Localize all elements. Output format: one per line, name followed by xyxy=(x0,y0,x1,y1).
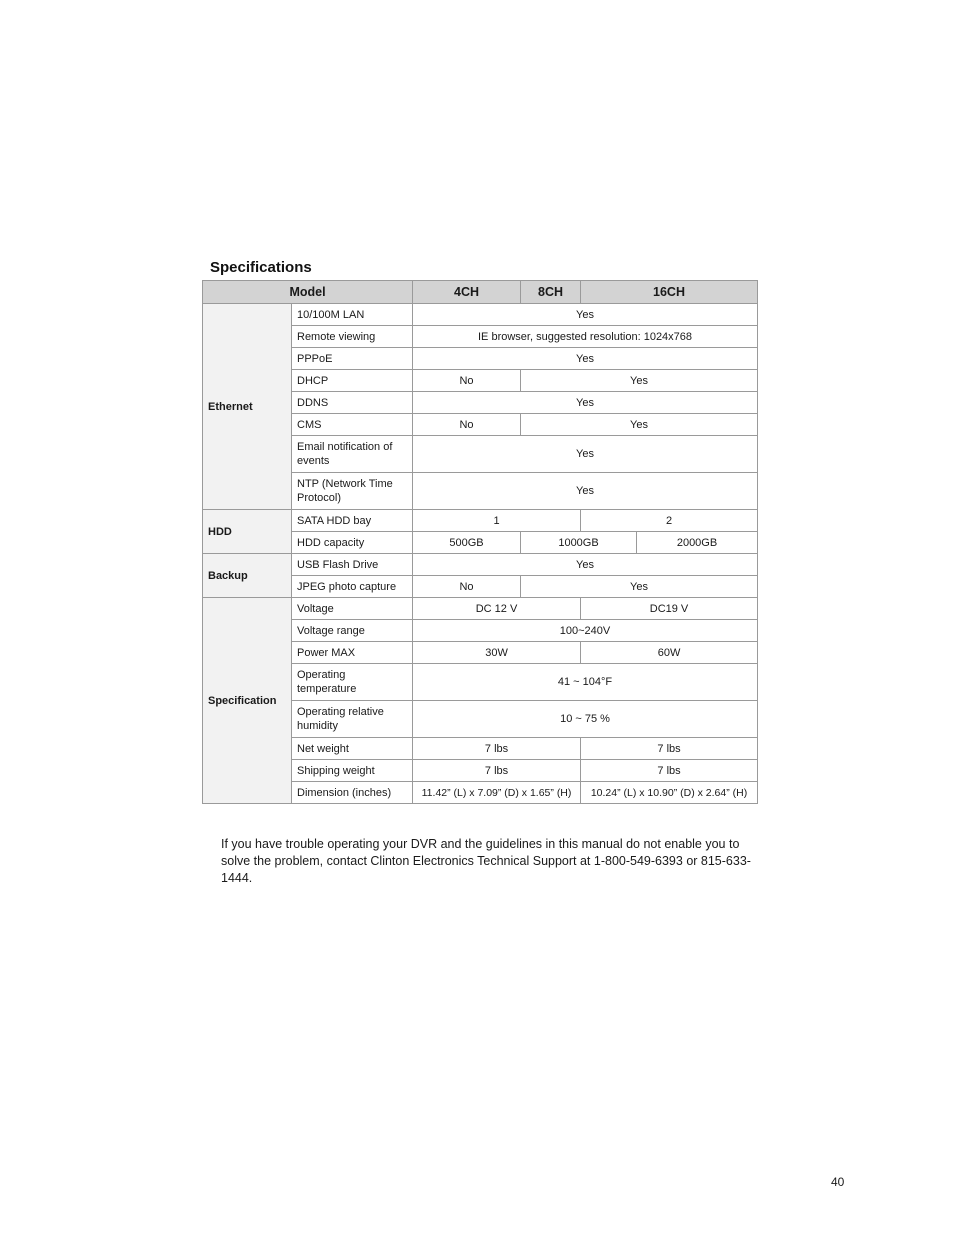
page-title: Specifications xyxy=(210,259,312,276)
value-cell: Yes xyxy=(413,473,758,510)
table-row xyxy=(203,510,758,532)
value-cell: 10.24” (L) x 10.90” (D) x 2.64” (H) xyxy=(581,782,758,804)
value-cell: 2000GB xyxy=(637,532,758,554)
page-number: 40 xyxy=(831,1175,845,1189)
specifications-table xyxy=(202,280,758,804)
feature-label: PPPoE xyxy=(292,348,413,370)
table-row xyxy=(203,304,758,326)
feature-label: USB Flash Drive xyxy=(292,554,413,576)
header-8ch: 8CH xyxy=(521,281,581,304)
value-cell: Yes xyxy=(413,436,758,473)
value-cell: Yes xyxy=(413,304,758,326)
value-cell: 1 xyxy=(413,510,581,532)
value-cell: Yes xyxy=(413,392,758,414)
group-backup: Backup xyxy=(203,554,292,598)
feature-label: DHCP xyxy=(292,370,413,392)
value-cell: 7 lbs xyxy=(413,760,581,782)
group-specification: Specification xyxy=(203,598,292,804)
support-paragraph: If you have trouble operating your DVR and the guidelines in this manual do not enable you to solve the problem, contact Clinton Electronics Technical Support at 1-800-549-6393 or 815-633-1444. xyxy=(221,837,751,885)
group-ethernet: Ethernet xyxy=(203,304,292,510)
header-model: Model xyxy=(203,281,413,304)
feature-label: Operating temperature xyxy=(292,664,413,701)
feature-label: Operating relative humidity xyxy=(292,701,413,738)
value-cell: 41 ~ 104°F xyxy=(413,664,758,701)
value-cell: 7 lbs xyxy=(581,760,758,782)
feature-label: Power MAX xyxy=(292,642,413,664)
feature-label: DDNS xyxy=(292,392,413,414)
value-cell: 30W xyxy=(413,642,581,664)
value-cell: Yes xyxy=(521,370,758,392)
value-cell: No xyxy=(413,576,521,598)
value-cell: 2 xyxy=(581,510,758,532)
feature-label: JPEG photo capture xyxy=(292,576,413,598)
value-cell: No xyxy=(413,414,521,436)
value-cell: DC19 V xyxy=(581,598,758,620)
value-cell: DC 12 V xyxy=(413,598,581,620)
table-row xyxy=(203,598,758,620)
value-cell: 10 ~ 75 % xyxy=(413,701,758,738)
value-cell: 1000GB xyxy=(521,532,637,554)
feature-label: Voltage range xyxy=(292,620,413,642)
value-cell: 60W xyxy=(581,642,758,664)
value-cell: 100~240V xyxy=(413,620,758,642)
feature-label: Dimension (inches) xyxy=(292,782,413,804)
feature-label: Net weight xyxy=(292,738,413,760)
feature-label: SATA HDD bay xyxy=(292,510,413,532)
feature-label: CMS xyxy=(292,414,413,436)
header-4ch: 4CH xyxy=(413,281,521,304)
feature-label: NTP (Network Time Protocol) xyxy=(292,473,413,510)
table-row xyxy=(203,554,758,576)
value-cell: Yes xyxy=(413,554,758,576)
group-hdd: HDD xyxy=(203,510,292,554)
value-cell: Yes xyxy=(521,414,758,436)
value-cell: No xyxy=(413,370,521,392)
value-cell: Yes xyxy=(521,576,758,598)
header-16ch: 16CH xyxy=(581,281,758,304)
feature-label: Email notification of events xyxy=(292,436,413,473)
feature-label: Shipping weight xyxy=(292,760,413,782)
value-cell: 500GB xyxy=(413,532,521,554)
feature-label: Remote viewing xyxy=(292,326,413,348)
value-cell: IE browser, suggested resolution: 1024x768 xyxy=(413,326,758,348)
feature-label: 10/100M LAN xyxy=(292,304,413,326)
feature-label: Voltage xyxy=(292,598,413,620)
value-cell: 11.42” (L) x 7.09” (D) x 1.65” (H) xyxy=(413,782,581,804)
value-cell: 7 lbs xyxy=(581,738,758,760)
value-cell: Yes xyxy=(413,348,758,370)
value-cell: 7 lbs xyxy=(413,738,581,760)
table-header-row xyxy=(203,281,758,304)
feature-label: HDD capacity xyxy=(292,532,413,554)
